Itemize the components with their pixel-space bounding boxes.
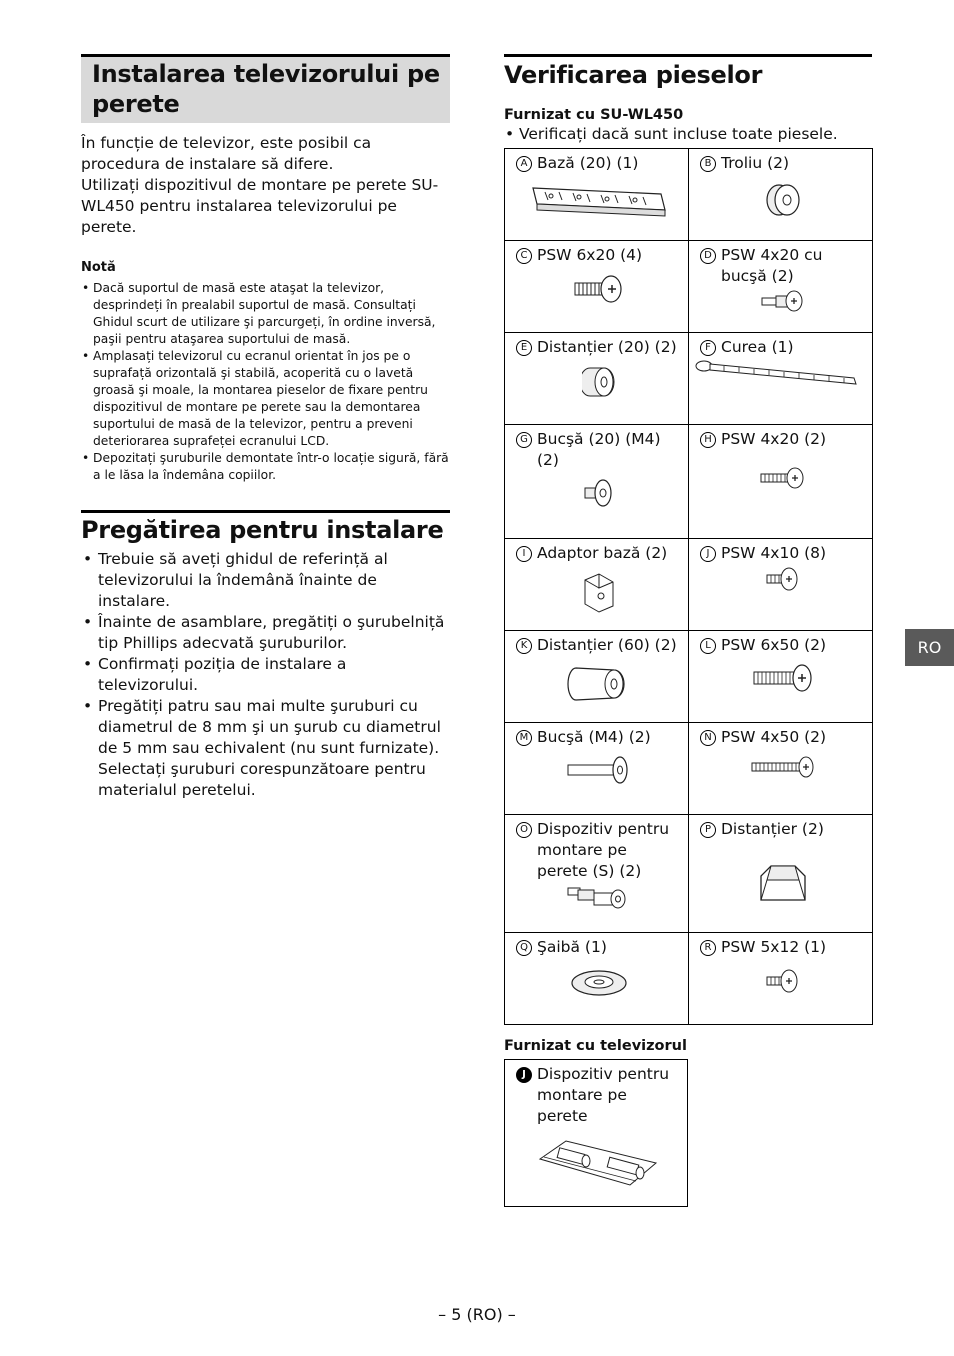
part-letter: F (700, 340, 716, 356)
section-heading-install (81, 54, 450, 123)
note-item: • Depozitați şuruburile demontate într-o locație sigură, fără a le lăsa la îndemâna copiilor. (81, 450, 450, 484)
part-letter: P (700, 822, 716, 838)
part-label: Bucşă (M4) (2) (537, 728, 651, 746)
part-cell (689, 333, 873, 425)
part-letter: A (516, 156, 532, 172)
part-letter: J (516, 1067, 532, 1083)
block-spacer-icon (755, 862, 811, 908)
part-label: PSW 6x20 (4) (537, 246, 643, 264)
part-cell (505, 631, 689, 723)
screw-6x20-icon (571, 272, 627, 306)
parts-title: Verificarea pieselor (504, 61, 763, 89)
part-cell (505, 149, 689, 241)
section-heading-parts (504, 54, 872, 90)
wall-mount-s-icon (564, 882, 634, 912)
part-cell (505, 815, 689, 933)
part-label: PSW 4x20 (2) (721, 430, 827, 448)
prep-item: • Înainte de asamblare, pregătiți o şurubelniță tip Phillips adecvată şuruburilor. (81, 612, 450, 654)
part-letter: H (700, 432, 716, 448)
part-cell (505, 241, 689, 333)
part-label: Şaibă (1) (537, 938, 607, 956)
note-item: • Amplasați televizorul cu ecranul orientat în jos pe o suprafață orizontală şi stabilă, acoperită cu o lavetă groasă şi moale, la montarea pieselor de fixare pentru dispozitivul de montare pe perete sau la demontarea suportului de masă de la televizor, pentru a preveni deteriorarea suprafeței ecranului LCD. (81, 348, 450, 450)
part-label: PSW 5x12 (1) (721, 938, 827, 956)
base-adapter-icon (579, 570, 619, 614)
washer-icon (569, 968, 629, 998)
section-heading-prep (81, 510, 450, 545)
part-letter: G (516, 432, 532, 448)
install-paragraph-1: În funcție de televizor, este posibil ca procedura de instalare să difere. (81, 134, 372, 173)
note-item: • Dacă suportul de masă este ataşat la televizor, desprindeți în prealabil suportul de masă. Consultați Ghidul scurt de utilizare şi parcurgeți, în ordine inversă, paşii pentru ataşarea suportului de masă. (81, 280, 450, 348)
wall-base-bracket-icon (529, 180, 669, 222)
part-cell (689, 539, 873, 631)
part-letter: J (700, 546, 716, 562)
winch-icon (761, 180, 805, 220)
part-cell (505, 723, 689, 815)
note-list (81, 280, 450, 484)
install-title: Instalarea televizorului pe perete (92, 60, 440, 118)
prep-list (81, 549, 450, 801)
part-letter: K (516, 638, 532, 654)
part-letter: E (516, 340, 532, 356)
spacer-60-icon (566, 662, 632, 706)
part-letter: D (700, 248, 716, 264)
part-cell (505, 539, 689, 631)
part-letter: C (516, 248, 532, 264)
part-letter: R (700, 940, 716, 956)
part-letter: I (516, 546, 532, 562)
part-cell (505, 425, 689, 539)
part-cell (689, 149, 873, 241)
part-label: PSW 4x20 cu bucşă (2) (721, 246, 823, 285)
spacer-20-icon (582, 364, 616, 400)
part-cell (689, 815, 873, 933)
bushing-m4-icon (564, 754, 634, 786)
prep-item: • Pregătiți patru sau mai multe şuruburi cu diametrul de 8 mm şi un şurub cu diametrul de 5 mm sau echivalent (nu sunt furnizate). Selectați şuruburi corespunzătoare pentru materialul peretelui. (81, 696, 450, 801)
part-letter: M (516, 730, 532, 746)
prep-title: Pregătirea pentru instalare (81, 516, 444, 544)
part-label: Curea (1) (721, 338, 794, 356)
screw-4x50-icon (748, 754, 818, 780)
part-label: Distanțier (2) (721, 820, 824, 838)
supplied-title: Furnizat cu SU-WL450 (504, 107, 684, 123)
part-cell (689, 425, 873, 539)
strap-icon (694, 358, 860, 388)
part-label: Dispozitiv pentru montare pe perete (537, 1065, 670, 1125)
part-cell (689, 933, 873, 1025)
part-cell (689, 723, 873, 815)
part-cell (689, 241, 873, 333)
parts-table (504, 148, 873, 1025)
check-line: • Verificați dacă sunt incluse toate piesele. (504, 124, 872, 145)
left-column (81, 54, 450, 801)
part-letter: N (700, 730, 716, 746)
tv-supplied-cell (504, 1059, 688, 1207)
note-title: Notă (81, 260, 116, 275)
right-column (504, 54, 872, 1207)
bushing-20-icon (581, 477, 617, 509)
tv-supplied-title: Furnizat cu televizorul (504, 1038, 687, 1054)
part-cell (689, 631, 873, 723)
wall-mount-bag-icon (536, 1137, 660, 1189)
part-letter: O (516, 822, 532, 838)
part-label: PSW 4x10 (8) (721, 544, 827, 562)
install-intro (81, 133, 450, 238)
part-label: Dispozitiv pentru montare pe perete (S) (2) (537, 820, 670, 880)
screw-bushing-icon (758, 289, 808, 313)
screw-6x50-icon (750, 662, 816, 694)
screw-4x10-icon (763, 566, 803, 592)
part-letter: Q (516, 940, 532, 956)
page-number: – 5 (RO) – (438, 1305, 516, 1324)
screw-5x12-icon (763, 968, 803, 994)
part-letter: B (700, 156, 716, 172)
part-cell (505, 333, 689, 425)
part-label: Bucşă (20) (M4) (2) (537, 430, 661, 469)
part-cell (505, 933, 689, 1025)
part-letter: L (700, 638, 716, 654)
part-label: Distanțier (60) (2) (537, 636, 677, 654)
part-label: Adaptor bază (2) (537, 544, 668, 562)
part-label: Distanțier (20) (2) (537, 338, 677, 356)
part-label: Troliu (2) (721, 154, 790, 172)
language-tab: RO (905, 629, 954, 666)
prep-item: • Confirmați poziția de instalare a televizorului. (81, 654, 450, 696)
screw-4x20-icon (757, 466, 809, 490)
part-label: PSW 4x50 (2) (721, 728, 827, 746)
part-label: PSW 6x50 (2) (721, 636, 827, 654)
part-label: Bază (20) (1) (537, 154, 639, 172)
install-paragraph-2: Utilizați dispozitivul de montare pe perete SU-WL450 pentru instalarea televizorului pe perete. (81, 176, 439, 236)
prep-item: • Trebuie să aveți ghidul de referință al televizorului la îndemână înainte de instalare. (81, 549, 450, 612)
